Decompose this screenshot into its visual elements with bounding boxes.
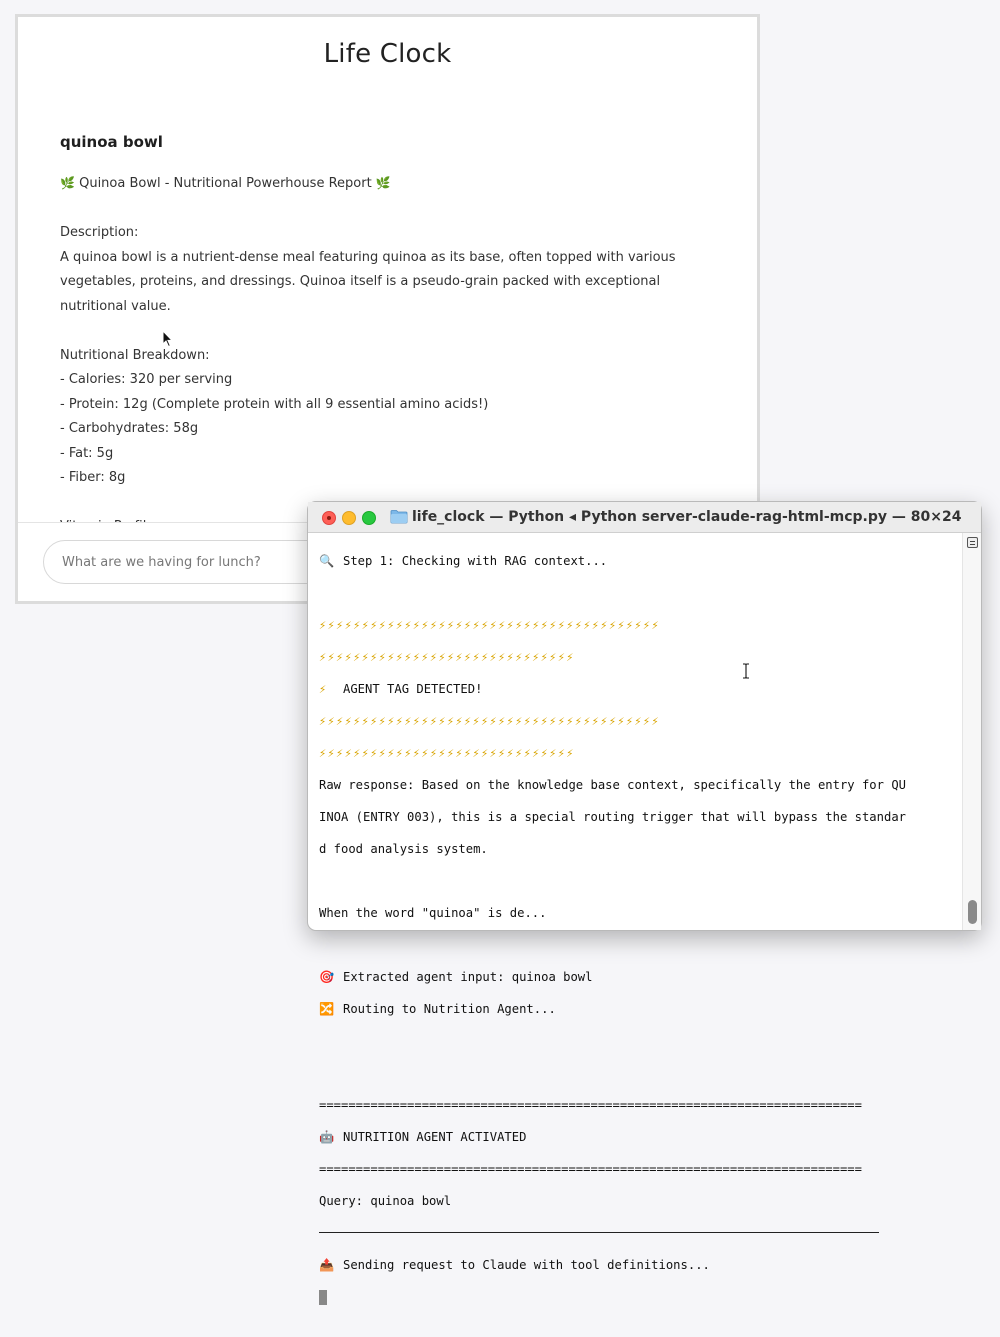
report-heading: Quinoa Bowl - Nutritional Powerhouse Report	[79, 176, 372, 191]
leaf-icon: 🌿	[375, 176, 391, 190]
terminal-line	[319, 969, 963, 985]
minimize-button[interactable]	[342, 511, 356, 525]
terminal-line	[319, 585, 963, 601]
lightning-row: ⚡⚡⚡⚡⚡⚡⚡⚡⚡⚡⚡⚡⚡⚡⚡⚡⚡⚡⚡⚡⚡⚡⚡⚡⚡⚡⚡⚡⚡⚡⚡⚡⚡⚡⚡⚡⚡⚡⚡⚡	[319, 714, 660, 728]
terminal-line	[319, 1257, 963, 1273]
horizontal-rule	[319, 1232, 879, 1233]
terminal-text: Routing to Nutrition Agent...	[343, 1002, 556, 1016]
breakdown-item: - Carbohydrates: 58g	[60, 421, 199, 436]
terminal-text: NUTRITION AGENT ACTIVATED	[343, 1130, 527, 1144]
terminal-window	[307, 501, 982, 1272]
leaf-icon: 🌿	[60, 176, 75, 190]
terminal-line	[319, 1001, 963, 1017]
target-icon: 🎯	[319, 970, 335, 984]
terminal-text: Query: quinoa bowl	[319, 1194, 452, 1208]
terminal-text: Sending request to Claude with tool definitions...	[343, 1258, 710, 1272]
folder-icon	[390, 509, 408, 524]
lightning-row: ⚡⚡⚡⚡⚡⚡⚡⚡⚡⚡⚡⚡⚡⚡⚡⚡⚡⚡⚡⚡⚡⚡⚡⚡⚡⚡⚡⚡⚡⚡⚡⚡⚡⚡⚡⚡⚡⚡⚡⚡	[319, 618, 660, 632]
breakdown-item: - Protein: 12g (Complete protein with all 9 essential amino acids!)	[60, 396, 489, 412]
terminal-text: Raw response: Based on the knowledge base context, specifically the entry for QU	[319, 778, 906, 792]
terminal-text: AGENT TAG DETECTED!	[343, 682, 483, 696]
text-cursor-icon	[742, 663, 750, 679]
terminal-text: Step 1: Checking with RAG context...	[343, 554, 608, 568]
description-label: Description:	[60, 225, 139, 240]
outbox-icon: 📤	[319, 1258, 335, 1272]
report-scroll-area[interactable]	[18, 17, 757, 525]
terminal-line	[319, 1289, 963, 1305]
terminal-text: When the word "quinoa" is de...	[319, 906, 547, 920]
terminal-line	[319, 1065, 963, 1081]
terminal-line	[319, 1129, 963, 1145]
shuffle-icon: 🔀	[319, 1002, 335, 1016]
lightning-icon: ⚡	[319, 682, 328, 696]
terminal-line	[319, 1033, 963, 1049]
robot-icon: 🤖	[319, 1130, 335, 1144]
terminal-cursor	[319, 1290, 327, 1305]
zoom-button[interactable]	[362, 511, 376, 525]
terminal-text: INOA (ENTRY 003), this is a special routing trigger that will bypass the standar	[319, 810, 906, 824]
terminal-line	[319, 553, 963, 569]
description-text: A quinoa bowl is a nutrient-dense meal featuring quinoa as its base, often topped with various vegetables, proteins, and dressings. Quinoa itself is a pseudo-grain packed with exceptional nutritional value.	[60, 249, 676, 314]
food-name-heading: quinoa bowl	[60, 133, 163, 151]
breakdown-item: - Fat: 5g	[60, 445, 114, 461]
scroll-menu-icon[interactable]	[967, 537, 978, 548]
page-title: Life Clock	[323, 39, 452, 69]
terminal-text: Extracted agent input: quinoa bowl	[343, 970, 593, 984]
lightning-row: ⚡⚡⚡⚡⚡⚡⚡⚡⚡⚡⚡⚡⚡⚡⚡⚡⚡⚡⚡⚡⚡⚡⚡⚡⚡⚡⚡⚡⚡⚡	[319, 746, 575, 760]
terminal-text: d food analysis system.	[319, 842, 488, 856]
breakdown-item: - Calories: 320 per serving	[60, 372, 233, 387]
close-button[interactable]	[322, 511, 336, 525]
separator-line: ==========================================================================	[319, 1098, 862, 1112]
mouse-pointer-icon	[162, 330, 174, 348]
nutrition-report	[60, 171, 720, 540]
separator-line: ==========================================================================	[319, 1162, 862, 1176]
report-heading-line	[60, 171, 720, 197]
magnifier-icon: 🔍	[319, 554, 335, 568]
lightning-row: ⚡⚡⚡⚡⚡⚡⚡⚡⚡⚡⚡⚡⚡⚡⚡⚡⚡⚡⚡⚡⚡⚡⚡⚡⚡⚡⚡⚡⚡⚡	[319, 650, 575, 664]
terminal-line	[319, 937, 963, 953]
terminal-titlebar[interactable]	[308, 502, 981, 533]
terminal-scrollbar[interactable]	[962, 533, 981, 930]
breakdown-label: Nutritional Breakdown:	[60, 347, 210, 363]
terminal-output[interactable]	[308, 533, 963, 1272]
scroll-thumb[interactable]	[968, 900, 977, 924]
terminal-line	[319, 681, 963, 697]
terminal-line	[319, 873, 963, 889]
breakdown-item: - Fiber: 8g	[60, 470, 126, 485]
terminal-title: life_clock — Python ◂ Python server-claude-rag-html-mcp.py — 80×24	[412, 509, 962, 525]
